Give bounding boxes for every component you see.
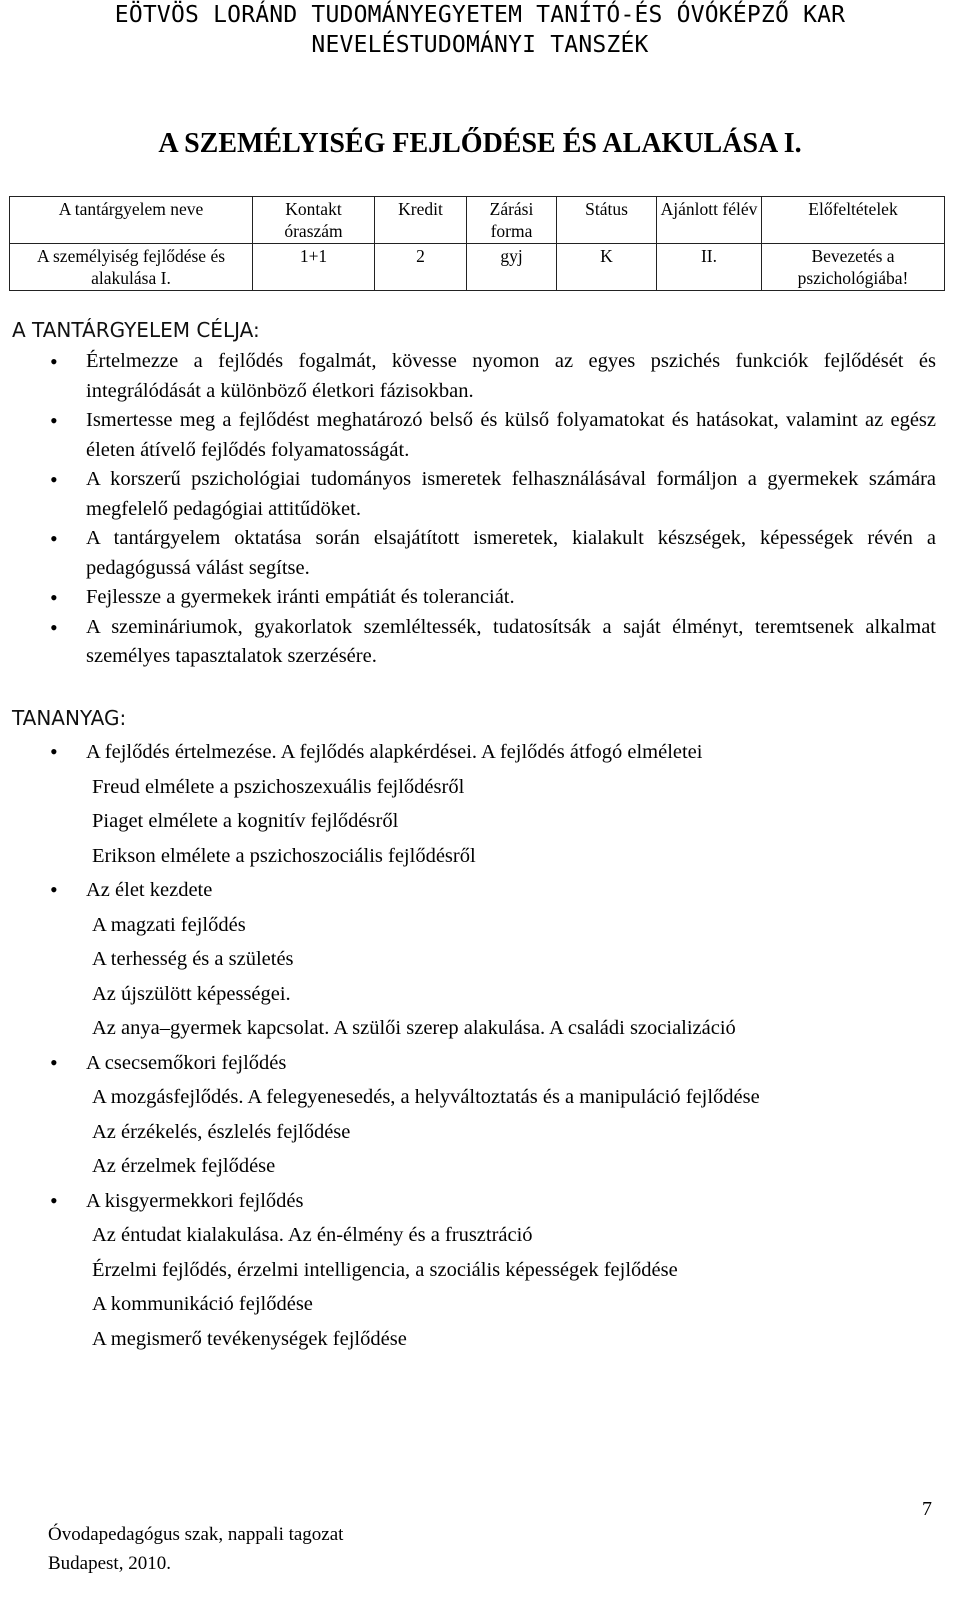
goals-list bbox=[12, 347, 936, 672]
goal-item: • A tantárgyelem oktatása során elsajátított ismeretek, kialakult készségek, képességek révén a pedagógussá válást segítse. bbox=[12, 524, 936, 583]
subtopic-item: A magzati fejlődés bbox=[92, 913, 246, 936]
subtopic-item: Az érzékelés, észlelés fejlődése bbox=[92, 1120, 351, 1143]
course-info-table bbox=[9, 196, 945, 291]
subtopic-item: Az éntudat kialakulása. Az én-élmény és a frusztráció bbox=[92, 1224, 533, 1246]
subtopic-item: A terhesség és a születés bbox=[92, 948, 294, 970]
subtopic-item: Erikson elmélete a pszichoszociális fejlődésről bbox=[92, 844, 476, 867]
subtopic-item: A mozgásfejlődés. A felegyenesedés, a helyváltoztatás és a manipuláció fejlődése bbox=[92, 1086, 760, 1108]
subtopic-item: Piaget elmélete a kognitív fejlődésről bbox=[92, 810, 399, 832]
subtopic-item: Freud elmélete a pszichoszexuális fejlődésről bbox=[92, 775, 465, 798]
th-credit: Kredit bbox=[375, 197, 467, 244]
subtopic-item: Érzelmi fejlődés, érzelmi intelligencia, a szociális képességek fejlődése bbox=[92, 1258, 678, 1281]
topic-item bbox=[12, 873, 936, 1046]
header-department: NEVELÉSTUDOMÁNYI TANSZÉK bbox=[311, 32, 649, 58]
th-prerequisites: Előfeltételek bbox=[762, 197, 945, 244]
topic-item bbox=[12, 1184, 936, 1357]
topics-heading: TANANYAG: bbox=[12, 706, 127, 730]
subtopic-item: Az újszülött képességei. bbox=[92, 982, 291, 1005]
cell-prerequisites: Bevezetés a pszichológiába! bbox=[762, 244, 945, 291]
topic-title: A fejlődés értelmezése. A fejlődés alapkérdései. A fejlődés átfogó elméletei bbox=[86, 741, 703, 763]
cell-status: K bbox=[557, 244, 657, 291]
document-header bbox=[0, 0, 960, 60]
goal-item: • Értelmezze a fejlődés fogalmát, kövesse nyomon az egyes pszichés funkciók fejlődését és integrálódását a különböző életkori fázisokban. bbox=[12, 347, 936, 406]
th-status: Státus bbox=[557, 197, 657, 244]
cell-exam-form: gyj bbox=[467, 244, 557, 291]
subtopic-item: Az érzelmek fejlődése bbox=[92, 1155, 276, 1177]
topic-title: Az élet kezdete bbox=[86, 879, 213, 901]
th-recommended-semester: Ajánlott félév bbox=[657, 197, 762, 244]
goal-item: • A korszerű pszichológiai tudományos ismeretek felhasználásával formáljon a gyermekek számára megfelelő pedagógiai attitűdöket. bbox=[12, 465, 936, 524]
header-institution: EÖTVÖS LORÁND TUDOMÁNYEGYETEM TANÍTÓ-ÉS ÓVÓKÉPZŐ KAR bbox=[114, 2, 846, 28]
th-course-name: A tantárgyelem neve bbox=[10, 197, 253, 244]
subtopic-item: A kommunikáció fejlődése bbox=[92, 1293, 313, 1315]
cell-recommended-semester: II. bbox=[657, 244, 762, 291]
footer-place-date: Budapest, 2010. bbox=[48, 1553, 171, 1574]
th-contact-hours: Kontakt óraszám bbox=[253, 197, 375, 244]
topic-title: A kisgyermekkori fejlődés bbox=[86, 1189, 304, 1212]
goal-item: • A szemináriumok, gyakorlatok szemléltessék, tudatosítsák a saját élményt, teremtsenek alkalmat személyes tapasztalatok szerzésére. bbox=[12, 613, 936, 672]
table-row bbox=[10, 244, 945, 291]
subtopic-item: Az anya–gyermek kapcsolat. A szülői szerep alakulása. A családi szocializáció bbox=[92, 1017, 736, 1039]
page-title: A SZEMÉLYISÉG FEJLŐDÉSE ÉS ALAKULÁSA I. bbox=[158, 128, 802, 159]
cell-course-name: A személyiség fejlődése és alakulása I. bbox=[10, 244, 253, 291]
goal-item: • Ismertesse meg a fejlődést meghatározó belső és külső folyamatokat és hatásokat, valamint az egész életen átívelő fejlődés folyamatosságát. bbox=[12, 406, 936, 465]
document-footer bbox=[48, 1520, 343, 1578]
subtopic-item: A megismerő tevékenységek fejlődése bbox=[92, 1327, 407, 1350]
goals-heading: A TANTÁRGYELEM CÉLJA: bbox=[12, 318, 260, 342]
footer-program: Óvodapedagógus szak, nappali tagozat bbox=[48, 1524, 344, 1545]
goal-item: • Fejlessze a gyermekek iránti empátiát és toleranciát. bbox=[12, 583, 936, 613]
cell-contact-hours: 1+1 bbox=[253, 244, 375, 291]
topic-item bbox=[12, 735, 936, 873]
topics-list bbox=[12, 735, 936, 1356]
th-exam-form: Zárási forma bbox=[467, 197, 557, 244]
table-header-row bbox=[10, 197, 945, 244]
topic-title: A csecsemőkori fejlődés bbox=[86, 1051, 287, 1074]
cell-credit: 2 bbox=[375, 244, 467, 291]
topic-item bbox=[12, 1046, 936, 1184]
page-number: 7 bbox=[922, 1498, 932, 1520]
